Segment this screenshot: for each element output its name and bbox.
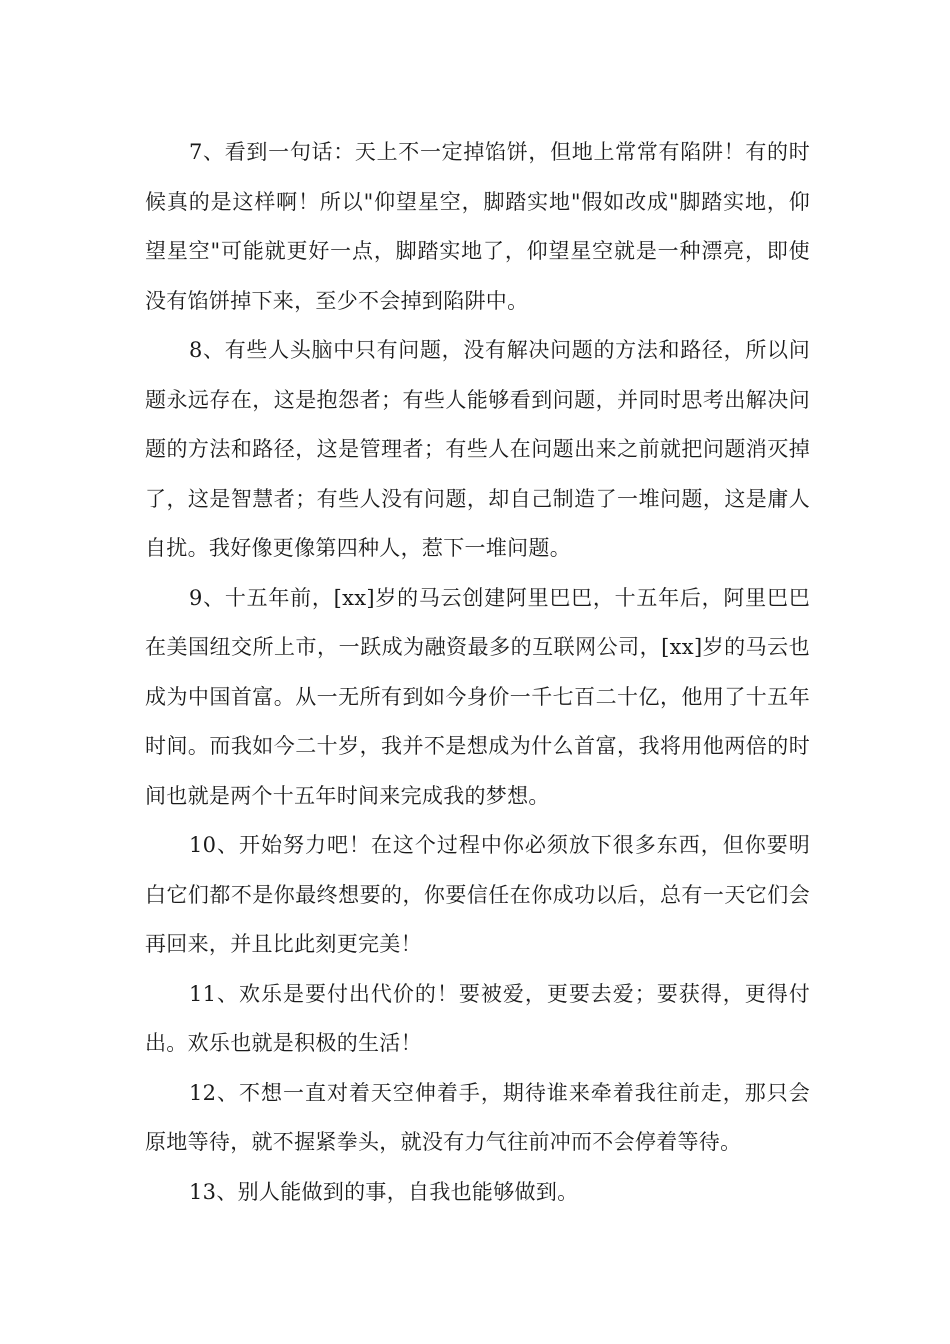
paragraph-8: 8、有些人头脑中只有问题，没有解决问题的方法和路径，所以问题永远存在，这是抱怨者；有些人能够看到问题，并同时思考出解决问题的方法和路径，这是管理者；有些人在问题出来之前就把问题消灭掉了，这是智慧者；有些人没有问题，却自己制造了一堆问题，这是庸人自扰。我好像更像第四种人，惹下一堆问题。 (145, 338, 810, 560)
paragraph-9: 9、十五年前，[xx]岁的马云创建阿里巴巴，十五年后，阿里巴巴在美国纽交所上市，一跃成为融资最多的互联网公司，[xx]岁的马云也成为中国首富。从一无所有到如今身价一千七百二十亿，他用了十五年时间。而我如今二十岁，我并不是想成为什么首富，我将用他两倍的时间也就是两个十五年时间来完成我的梦想。 (145, 585, 810, 808)
paragraph-10: 10、开始努力吧！在这个过程中你必须放下很多东西，但你要明白它们都不是你最终想要的，你要信任在你成功以后，总有一天它们会再回来，并且比此刻更完美！ (145, 833, 810, 956)
paragraph-7: 7、看到一句话：天上不一定掉馅饼，但地上常常有陷阱！有的时候真的是这样啊！所以"仰望星空，脚踏实地"假如改成"脚踏实地，仰望星空"可能就更好一点，脚踏实地了，仰望星空就是一种漂亮，即使没有馅饼掉下来，至少不会掉到陷阱中。 (145, 140, 810, 313)
document-body (145, 128, 810, 1217)
paragraph-12: 12、不想一直对着天空伸着手，期待谁来牵着我往前走，那只会原地等待，就不握紧拳头，就没有力气往前冲而不会停着等待。 (145, 1080, 810, 1154)
paragraph-11: 11、欢乐是要付出代价的！要被爱，更要去爱；要获得，更得付出。欢乐也就是积极的生活！ (145, 981, 810, 1055)
paragraph-13: 13、别人能做到的事，自我也能够做到。 (189, 1179, 579, 1204)
